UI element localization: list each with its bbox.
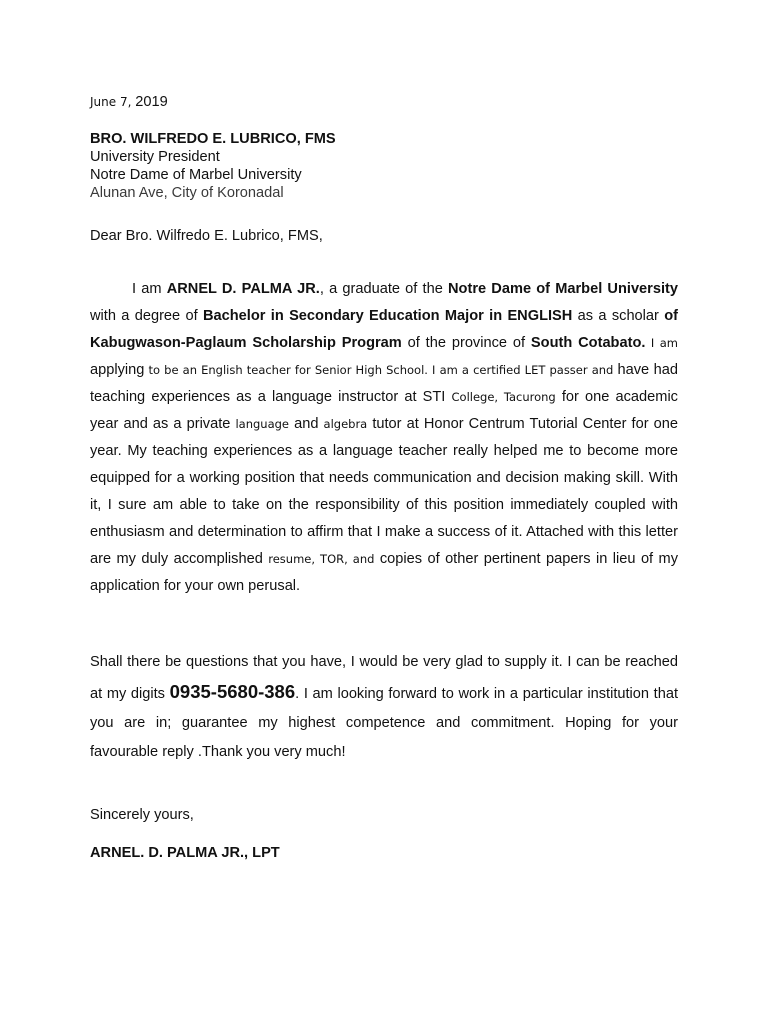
p1-text: tutor at Honor Centrum Tutorial Center for one year. My teaching experiences as a language teacher really helped me to become more equipped for a working position that needs communication and decision making skill. With it, I sure am able to take on the responsibility of this position immediately coupled with enthusiasm and determination to affirm that I make a success of it. Attached with this letter are my duly accomplished (90, 416, 678, 567)
signature-name: ARNEL. D. PALMA JR., LPT (90, 845, 280, 861)
body-paragraph-1 (90, 276, 678, 600)
p1-text: I am (645, 336, 678, 350)
degree-name: Bachelor in Secondary Education Major in ENGLISH (203, 308, 573, 324)
date-year: 2019 (135, 94, 168, 110)
p1-text: copies of other pertinent papers in lieu of my application for your own perusal. (90, 551, 678, 594)
recipient-address: Alunan Ave, City of Koronadal (90, 185, 284, 201)
university-name: Notre Dame of Marbel University (448, 281, 678, 297)
p1-text: as a scholar (572, 308, 665, 324)
recipient-institution: Notre Dame of Marbel University (90, 167, 302, 183)
p1-text: , a graduate of the (319, 281, 449, 297)
letter-date (90, 94, 678, 110)
recipient-block (90, 130, 678, 202)
p1-text: applying (90, 362, 145, 378)
phone-number: 0935-5680-386 (169, 681, 296, 702)
p1-text: with a degree of (90, 308, 203, 324)
p2-text: Shall there be questions that you have, I would be very glad to supply it. I can be reached at my digits (90, 654, 678, 702)
p2-text: . I am looking forward to work in a particular institution that you are in; guarantee my highest competence and commitment. Hoping for your favourable reply .Thank you very much! (90, 686, 679, 760)
scholarship-name: of Kabugwason-Paglaum Scholarship Program (90, 308, 679, 351)
p1-text: and (289, 416, 324, 432)
p1-text: algebra (323, 417, 368, 431)
p1-text: of the province of (401, 335, 531, 351)
closing: Sincerely yours, (90, 807, 194, 823)
p1-text: College, Tacurong (451, 390, 556, 404)
recipient-name: BRO. WILFREDO E. LUBRICO, FMS (90, 131, 336, 147)
applicant-name: ARNEL D. PALMA JR. (166, 281, 320, 297)
p1-text: language (235, 417, 290, 431)
p1-text: for one academic year and as a private (90, 389, 678, 432)
p1-text: I am (132, 281, 167, 297)
p1-text: resume, TOR, and (268, 552, 375, 566)
recipient-title: University President (90, 149, 220, 165)
date-month-day: June 7, (90, 95, 136, 109)
province-name: South Cotabato. (530, 335, 646, 351)
body-paragraph-2 (90, 648, 678, 767)
salutation: Dear Bro. Wilfredo E. Lubrico, FMS, (90, 228, 323, 244)
p1-text: have had teaching experiences as a language instructor at STI (90, 362, 678, 405)
p1-text: to be an English teacher for Senior High School. I am a certified LET passer and (144, 363, 618, 377)
